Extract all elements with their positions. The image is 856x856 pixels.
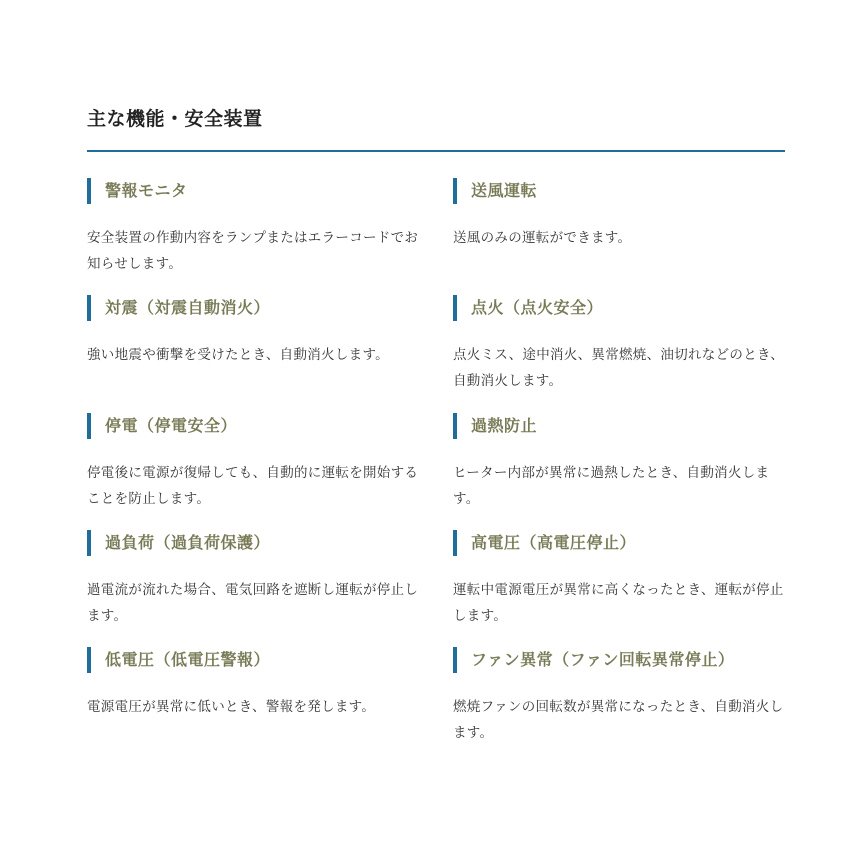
feature-title: 低電圧（低電圧警報） (87, 647, 419, 673)
feature-description: 過電流が流れた場合、電気回路を遮断し運転が停止します。 (87, 582, 419, 624)
feature-description: 送風のみの運転ができます。 (453, 230, 632, 246)
title-divider (87, 150, 785, 152)
feature-item-fan-error (453, 647, 785, 746)
feature-item-fan-mode (453, 178, 785, 251)
feature-title: 対震（対震自動消火） (87, 295, 419, 321)
feature-description: 燃焼ファンの回転数が異常になったとき、自動消火します。 (453, 699, 784, 741)
feature-title: 停電（停電安全） (87, 413, 419, 439)
feature-title: ファン異常（ファン回転異常停止） (453, 647, 785, 673)
feature-description: 安全装置の作動内容をランプまたはエラーコードでお知らせします。 (87, 230, 419, 272)
feature-item-overload (87, 530, 419, 629)
feature-item-ignition (453, 295, 785, 394)
feature-title: 点火（点火安全） (453, 295, 785, 321)
feature-item-seismic (87, 295, 419, 368)
feature-title: 高電圧（高電圧停止） (453, 530, 785, 556)
feature-description: 停電後に電源が復帰しても、自動的に運転を開始することを防止します。 (87, 465, 419, 507)
feature-description: 点火ミス、途中消火、異常燃焼、油切れなどのとき、自動消火します。 (453, 347, 785, 389)
feature-description: 電源電圧が異常に低いとき、警報を発します。 (87, 699, 376, 715)
feature-description: 強い地震や衝撃を受けたとき、自動消火します。 (87, 347, 389, 363)
feature-item-alarm-monitor (87, 178, 419, 277)
feature-item-low-voltage (87, 647, 419, 720)
feature-title: 警報モニタ (87, 178, 419, 204)
features-section (87, 104, 785, 741)
feature-title: 送風運転 (453, 178, 785, 204)
page-title: 主な機能・安全装置 (87, 108, 263, 130)
feature-description: ヒーター内部が異常に過熱したとき、自動消火します。 (453, 465, 770, 507)
feature-description: 運転中電源電圧が異常に高くなったとき、運転が停止します。 (453, 582, 784, 624)
feature-item-overheat (453, 413, 785, 512)
feature-title: 過熱防止 (453, 413, 785, 439)
feature-item-power-outage (87, 413, 419, 512)
feature-title: 過負荷（過負荷保護） (87, 530, 419, 556)
feature-item-high-voltage (453, 530, 785, 629)
